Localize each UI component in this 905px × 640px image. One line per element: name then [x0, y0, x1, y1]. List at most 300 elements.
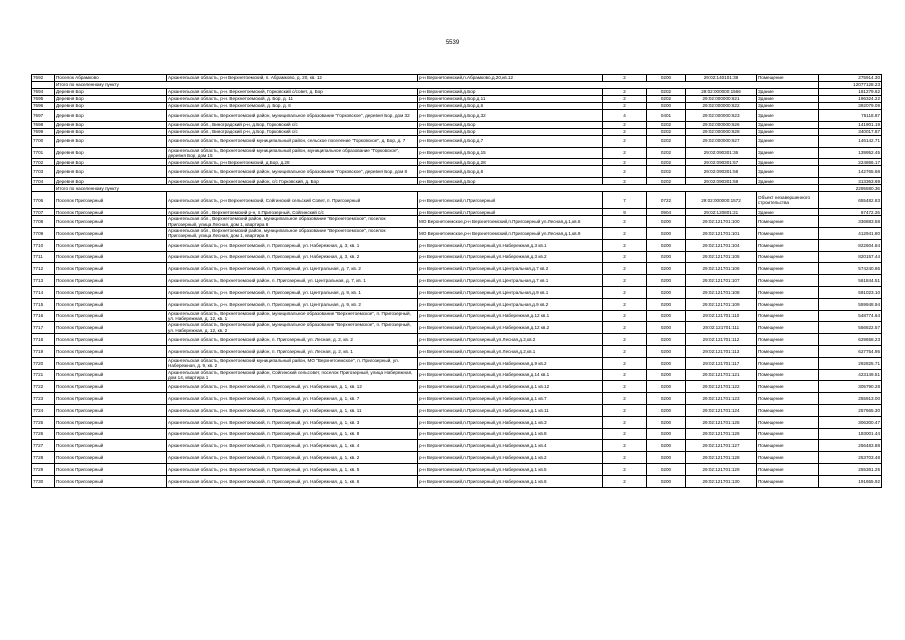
cadastral-number: 29:02:121701:122	[686, 381, 757, 393]
cadastral-number: 29:02:121701:124	[686, 405, 757, 417]
object-type: Здание	[757, 89, 819, 96]
settlement-name: Поселок Пригозерный	[55, 239, 167, 251]
purpose-code: 0202	[647, 96, 686, 103]
cadastral-number: 29:02:121701:117	[686, 357, 757, 369]
object-address: Архангельская обл., Виноградский р-н, д.Бор, Горковский с/с	[167, 121, 418, 128]
purpose-code: 0200	[647, 428, 686, 440]
row-number: 7729	[32, 464, 55, 476]
row-number: 7708	[32, 216, 55, 228]
settlement-name: Поселок Пригозерный	[55, 322, 167, 334]
object-address: Архангельская обл., Верхнетоемский район, муниципальное образование "Верхнетоемское", поселок Пригозерный, улица Лесная, дом 1, квартира 6	[167, 216, 418, 228]
table-row	[32, 310, 882, 322]
settlement-name: Поселок Пригозерный	[55, 263, 167, 275]
row-number: 7728	[32, 452, 55, 464]
object-location: р-н Верхнетоемский,п.Абрамково,д.20,кв.12	[418, 75, 603, 82]
cadastral-value: 196324.22	[819, 96, 882, 103]
object-type: Помещение	[757, 464, 819, 476]
group-code: 2	[603, 135, 647, 147]
purpose-code: 0200	[647, 251, 686, 263]
group-code: 2	[603, 475, 647, 487]
object-type: Помещение	[757, 357, 819, 369]
purpose-code: 0200	[647, 216, 686, 228]
cadastral-number: 29:02:000000:628	[686, 128, 757, 135]
cadastral-number: 29:02:121701:105	[686, 251, 757, 263]
object-type: Помещение	[757, 475, 819, 487]
cadastral-number: 29:02:121701:126	[686, 428, 757, 440]
purpose-code: 0200	[647, 452, 686, 464]
group-code: 2	[603, 251, 647, 263]
row-number: 7727	[32, 440, 55, 452]
purpose-code: 0200	[647, 263, 686, 275]
settlement-name: Деревня Бор	[55, 128, 167, 135]
object-type: Помещение	[757, 381, 819, 393]
object-location: р-н Верхнетоемский,п.Пригозерный,ул.Набережная,д.1 кв.6	[418, 475, 603, 487]
purpose-code: 0200	[647, 357, 686, 369]
purpose-code: 0200	[647, 440, 686, 452]
row-number: 7726	[32, 428, 55, 440]
table-row	[32, 287, 882, 299]
object-location: р-н Верхнетоемский,п.Пригозерный,ул.Лесная,д.2,кв.1	[418, 346, 603, 358]
group-code: 2	[603, 452, 647, 464]
table-row	[32, 440, 882, 452]
object-address: Архангельская обл., Верхнетоемский р-н, п.Пригозерный, Сойгинский с/с	[167, 209, 418, 216]
object-location: р-н Верхнетоемский,п.Пригозерный,ул.Набережная,д.1 кв.7	[418, 393, 603, 405]
table-row	[32, 135, 882, 147]
cadastral-number: 29:02:121701:129	[686, 464, 757, 476]
settlement-name: Поселок Пригозерный	[55, 251, 167, 263]
page-number: 5539	[445, 40, 460, 46]
group-code: 2	[603, 369, 647, 381]
object-type: Помещение	[757, 228, 819, 240]
purpose-code: 0200	[647, 405, 686, 417]
settlement-name: Деревня Бор	[55, 121, 167, 128]
settlement-name: Поселок Пригозерный	[55, 298, 167, 310]
purpose-code: 0200	[647, 334, 686, 346]
row-number: 7702	[32, 159, 55, 166]
table-row	[32, 346, 882, 358]
settlement-name: Поселок Пригозерный	[55, 440, 167, 452]
object-address: Архангельская область, р-н. Верхнетоемский, п. Пригозерный, ул. Набережная, д. 1, кв. 3	[167, 416, 418, 428]
object-type: Помещение	[757, 310, 819, 322]
cadastral-number: 29:02:000000:627	[686, 135, 757, 147]
table-row	[32, 103, 882, 110]
settlement-name: Деревня Бор	[55, 166, 167, 178]
table-row	[32, 322, 882, 334]
cadastral-value: 255913.00	[819, 393, 882, 405]
object-type: Помещение	[757, 239, 819, 251]
row-number: 7730	[32, 475, 55, 487]
table-row	[32, 275, 882, 287]
object-type: Помещение	[757, 322, 819, 334]
cadastral-value: 627754.95	[819, 346, 882, 358]
table-row	[32, 110, 882, 122]
row-number: 7713	[32, 275, 55, 287]
object-type: Помещение	[757, 287, 819, 299]
object-type: Помещение	[757, 334, 819, 346]
settlement-name: Поселок Пригозерный	[55, 475, 167, 487]
object-type: Помещение	[757, 393, 819, 405]
group-code: 2	[603, 216, 647, 228]
settlement-name: Поселок Пригозерный	[55, 381, 167, 393]
purpose-code: 0202	[647, 166, 686, 178]
cadastral-value: 306300.47	[819, 416, 882, 428]
table-row	[32, 428, 882, 440]
table-row	[32, 178, 882, 185]
subtotal-label: Итого по населенному пункту	[55, 82, 819, 89]
object-address: Архангельская область, р-н. Верхнетоемский, п. Пригозерный, ул. Набережная, д. 3, кв. 1	[167, 239, 418, 251]
purpose-code: 0202	[647, 178, 686, 185]
cadastral-number: 29:02:121701:130	[686, 475, 757, 487]
object-location: р-н Верхнетоемский,п.Пригозерный,ул.Набережная,д.1 кв.2	[418, 452, 603, 464]
group-code: 2	[603, 393, 647, 405]
object-address: Архангельская область, Верхнетоемский район, муниципальное образование "Горковское", деревня Бор, дом 8	[167, 166, 418, 178]
row-number: 7710	[32, 239, 55, 251]
group-code: 2	[603, 103, 647, 110]
settlement-name: Поселок Пригозерный	[55, 209, 167, 216]
row-number: 7701	[32, 147, 55, 159]
purpose-code: 0202	[647, 159, 686, 166]
purpose-code: 0200	[647, 346, 686, 358]
object-address: Архангельская область, р-н. Верхнетоемский, п. Пригозерный, ул. Набережная, д. 1, кв. 11	[167, 405, 418, 417]
cadastral-number: 29:02:121701:100	[686, 216, 757, 228]
object-address: Архангельская область, Верхнетоемский муниципальный район, муниципальное образование "Горковское", деревня Бор, дом 15	[167, 147, 418, 159]
purpose-code: 0200	[647, 75, 686, 82]
object-location: р-н Верхнетоемский,п.Пригозерный,ул.Центральная,д.9 кв.2	[418, 298, 603, 310]
registry-body	[32, 75, 882, 488]
table-row	[32, 216, 882, 228]
group-code: 2	[603, 310, 647, 322]
subtotal-row	[32, 82, 882, 89]
table-row	[32, 228, 882, 240]
cadastral-value: 591023.10	[819, 287, 882, 299]
cadastral-value: 181279.62	[819, 89, 882, 96]
group-code: 2	[603, 166, 647, 178]
cadastral-value: 574240.86	[819, 263, 882, 275]
settlement-name: Поселок Пригозерный	[55, 334, 167, 346]
group-code: 2	[603, 147, 647, 159]
object-address: Архангельская область, р-н. Верхнетоемский, п. Пригозерный, ул. Набережная, д. 1, кв. 6	[167, 475, 418, 487]
cadastral-number: 29:02:121701:125	[686, 416, 757, 428]
object-address: Архангельская обл., Виноградский р-н, д.Бор, Горковский с/с	[167, 128, 418, 135]
object-location: р-н Верхнетоемский,п.Пригозерный,ул.Набережная,д.3 кв.2	[418, 251, 603, 263]
row-number: 7704	[32, 178, 55, 185]
group-code: 2	[603, 416, 647, 428]
row-number: 7696	[32, 103, 55, 110]
object-address: Архангельская обл., Верхнетоемский район, муниципальное образование "Верхнетоемское", поселок Пригозерный, улица Лесная, дом 1, квартира 9	[167, 228, 418, 240]
object-location: р-н Верхнетоемский,п.Пригозерный	[418, 209, 603, 216]
cadastral-value: 141901.19	[819, 121, 882, 128]
object-type: Помещение	[757, 251, 819, 263]
cadastral-value: 191655.92	[819, 475, 882, 487]
object-location: р-н Верхнетоемский,п.Пригозерный,ул.Набережная,д.1 кв.12	[418, 381, 603, 393]
table-row	[32, 357, 882, 369]
cadastral-number: 29:02:121701:101	[686, 228, 757, 240]
cadastral-value: 256483.88	[819, 440, 882, 452]
row-number: 7712	[32, 263, 55, 275]
cadastral-number: 29:02:121701:109	[686, 298, 757, 310]
table-row	[32, 405, 882, 417]
group-code: 7	[603, 192, 647, 209]
object-location: р-н Верхнетоемский,п.Пригозерный,ул.Набережная,д.1 кв.8	[418, 428, 603, 440]
purpose-code: 0200	[647, 239, 686, 251]
settlement-name: Деревня Бор	[55, 147, 167, 159]
cadastral-value: 292825.71	[819, 357, 882, 369]
row-number: 7720	[32, 357, 55, 369]
object-location: р-н Верхнетоемский,д.Бор,д.32	[418, 110, 603, 122]
cadastral-value: 340017.87	[819, 128, 882, 135]
object-address: Архангельская область, Верхнетоемский район, с/с Горковский, д. Бор	[167, 178, 418, 185]
object-address: Архангельская область, р-н. Верхнетоемский, п. Пригозерный, ул. Набережная, д. 1, кв. 12	[167, 381, 418, 393]
object-type: Помещение	[757, 440, 819, 452]
object-type: Здание	[757, 166, 819, 178]
cadastral-value: 275914.30	[819, 75, 882, 82]
cadastral-number: 29:02:090301:59	[686, 178, 757, 185]
table-row	[32, 334, 882, 346]
group-code: 2	[603, 275, 647, 287]
row-number: 7707	[32, 209, 55, 216]
cadastral-number: 29:02:121701:110	[686, 310, 757, 322]
object-type: Помещение	[757, 369, 819, 381]
group-code: 9	[603, 209, 647, 216]
purpose-code: 0722	[647, 192, 686, 209]
cadastral-number: 29:02:121701:128	[686, 452, 757, 464]
purpose-code: 0200	[647, 275, 686, 287]
row-number: 7703	[32, 166, 55, 178]
object-type: Здание	[757, 178, 819, 185]
object-location: р-н Верхнетоемский,д.Бор,д.8	[418, 166, 603, 178]
table-row	[32, 369, 882, 381]
object-location: р-н Верхнетоемский,д.Бор	[418, 89, 603, 96]
row-number: 7718	[32, 334, 55, 346]
purpose-code: 0202	[647, 147, 686, 159]
group-code: 2	[603, 440, 647, 452]
object-address: Архангельская область, р-н. Верхнетоемский, Горковский с/совет, д. Бор	[167, 89, 418, 96]
object-type: Объект незавершенного строительства	[757, 192, 819, 209]
object-type: Помещение	[757, 346, 819, 358]
group-code: 2	[603, 298, 647, 310]
row-number: 7716	[32, 310, 55, 322]
cadastral-number: 29:02:090301:57	[686, 159, 757, 166]
row-number: 7723	[32, 393, 55, 405]
cadastral-value: 75118.87	[819, 110, 882, 122]
object-type: Здание	[757, 147, 819, 159]
settlement-name: Деревня Бор	[55, 178, 167, 185]
purpose-code: 0200	[647, 464, 686, 476]
subtotal-value: 2295580.36	[819, 185, 882, 192]
purpose-code: 0200	[647, 228, 686, 240]
settlement-name: Поселок Пригозерный	[55, 275, 167, 287]
object-type: Помещение	[757, 275, 819, 287]
object-address: Архангельская область, Верхнетоемский район, п. Пригозерный, ул. Центральная, д. 7, кв. 1	[167, 275, 418, 287]
subtotal-value: 12077128.23	[819, 82, 882, 89]
cadastral-number: 29:02:000000:1566	[686, 89, 757, 96]
row-number: 7721	[32, 369, 55, 381]
table-row	[32, 209, 882, 216]
object-address: Архангельская область, Верхнетоемский муниципальный район, сельское поселение "Горковское", д. Бор, д. 7	[167, 135, 418, 147]
object-type: Здание	[757, 209, 819, 216]
object-address: Архангельская область, р-н. Верхнетоемский, п. Пригозерный, ул. Центральная, д. 7, кв. 2	[167, 263, 418, 275]
property-registry-table	[31, 74, 882, 488]
cadastral-number: 29:02:121701:113	[686, 346, 757, 358]
purpose-code: 0200	[647, 103, 686, 110]
cadastral-number: 29:02:090301:36	[686, 147, 757, 159]
group-code: 2	[603, 239, 647, 251]
subtotal-spacer	[32, 82, 55, 89]
settlement-name: Поселок Пригозерный	[55, 393, 167, 405]
group-code: 2	[603, 381, 647, 393]
table-row	[32, 464, 882, 476]
object-location: р-н Верхнетоемский,д.Бор,д.15	[418, 147, 603, 159]
table-row	[32, 166, 882, 178]
table-row	[32, 263, 882, 275]
table-row	[32, 239, 882, 251]
object-address: Архангельская область, р-н Верхнетоемский, п. Абрамково, д. 20, кв. 12	[167, 75, 418, 82]
purpose-code: 0200	[647, 381, 686, 393]
subtotal-row	[32, 185, 882, 192]
purpose-code: 0200	[647, 322, 686, 334]
group-code: 2	[603, 287, 647, 299]
cadastral-number: 29:02:000000:1572	[686, 192, 757, 209]
object-location: р-н Верхнетоемский,д.Бор	[418, 178, 603, 185]
row-number: 7698	[32, 121, 55, 128]
purpose-code: 0202	[647, 121, 686, 128]
settlement-name: Поселок Пригозерный	[55, 287, 167, 299]
group-code: 2	[603, 121, 647, 128]
group-code: 2	[603, 357, 647, 369]
cadastral-value: 193001.44	[819, 428, 882, 440]
row-number: 7697	[32, 110, 55, 122]
table-row	[32, 159, 882, 166]
object-address: Архангельская область, р-н. Верхнетоемский, п. Пригозерный, ул. Набережная, д. 1, кв. 4	[167, 440, 418, 452]
object-location: р-н Верхнетоемский,д.Бор,д.11	[418, 96, 603, 103]
object-location: р-н Верхнетоемский,п.Пригозерный,ул.Лесная,д.2,кв.2	[418, 334, 603, 346]
object-type: Помещение	[757, 263, 819, 275]
object-location: р-н Верхнетоемский,п.Пригозерный,ул.Центральная,д.9 кв.1	[418, 287, 603, 299]
object-location: р-н Верхнетоемский,п.Пригозерный,ул.Набережная,д.9 кв.2	[418, 357, 603, 369]
object-location: р-н Верхнетоемский,п.Пригозерный,ул.Набережная,д.3 кв.1	[418, 239, 603, 251]
settlement-name: Поселок Пригозерный	[55, 216, 167, 228]
row-number: 7725	[32, 416, 55, 428]
cadastral-number: 29:02:000000:622	[686, 103, 757, 110]
object-type: Помещение	[757, 428, 819, 440]
table-row	[32, 96, 882, 103]
settlement-name: Поселок Абрамково	[55, 75, 167, 82]
object-location: р-н Верхнетоемский,д.Бор,д.6	[418, 103, 603, 110]
row-number: 7714	[32, 287, 55, 299]
table-row	[32, 147, 882, 159]
group-code: 2	[603, 178, 647, 185]
subtotal-label: Итого по населенному пункту	[55, 185, 819, 192]
object-type: Помещение	[757, 216, 819, 228]
group-code: 2	[603, 159, 647, 166]
table-row	[32, 251, 882, 263]
object-location: р-н Верхнетоемский,п.Пригозерный,ул.Набережная,д.1 кв.11	[418, 405, 603, 417]
table-row	[32, 416, 882, 428]
object-location: р-н Верхнетоемский,п.Пригозерный,ул.Набережная,д.1 кв.4	[418, 440, 603, 452]
object-address: Архангельская область, р-н. Верхнетоемский, п. Пригозерный, ул. Центральная, д. 9, кв. 2	[167, 298, 418, 310]
purpose-code: 0200	[647, 393, 686, 405]
purpose-code: 0202	[647, 89, 686, 96]
object-location: МО Верхнетоемское,р-н Верхнетоемский,п.Пригозерный ул.Лесная,д.1,кв.9	[418, 228, 603, 240]
settlement-name: Деревня Бор	[55, 159, 167, 166]
cadastral-value: 146142.71	[819, 135, 882, 147]
cadastral-number: 29:02:000000:623	[686, 110, 757, 122]
group-code: 2	[603, 75, 647, 82]
object-location: р-н Верхнетоемский,д.Бор	[418, 128, 603, 135]
settlement-name: Поселок Пригозерный	[55, 369, 167, 381]
cadastral-value: 139952.45	[819, 147, 882, 159]
purpose-code: 0200	[647, 287, 686, 299]
row-number: 7724	[32, 405, 55, 417]
object-address: Архангельская область, р-н. Верхнетоемский, д. Бор, д. 6	[167, 103, 418, 110]
cadastral-value: 556622.57	[819, 322, 882, 334]
settlement-name: Поселок Пригозерный	[55, 228, 167, 240]
cadastral-number: 29:02:121701:121	[686, 369, 757, 381]
settlement-name: Поселок Пригозерный	[55, 346, 167, 358]
cadastral-value: 336883.58	[819, 216, 882, 228]
cadastral-value: 412941.80	[819, 228, 882, 240]
object-address: Архангельская область, Верхнетоемский район, муниципальное образование "Горковское", деревня Бор, дом 32	[167, 110, 418, 122]
object-address: Архангельская область, Верхнетоемский район, муниципальное образование "Верхнетоемское", п. Пригозерный, ул. Набережная, д. 12, кв. 2	[167, 322, 418, 334]
table-row	[32, 121, 882, 128]
cadastral-number: 29:02:121701:108	[686, 287, 757, 299]
cadastral-number: 29:02:000000:626	[686, 121, 757, 128]
table-row	[32, 192, 882, 209]
row-number: 7711	[32, 251, 55, 263]
cadastral-number: 29:02:121701:123	[686, 393, 757, 405]
object-address: Архангельская область, р-н. Верхнетоемский, д. Бор, д. 11	[167, 96, 418, 103]
row-number: 7706	[32, 192, 55, 209]
object-location: МО Верхнетоемское,р-н Верхнетоемский,п.Пригозерный ул.Лесная,д.1,кв.6	[418, 216, 603, 228]
purpose-code: 0401	[647, 110, 686, 122]
group-code: 2	[603, 322, 647, 334]
object-location: р-н Верхнетоемский,п.Пригозерный,ул.Центральная,д.7 кв.1	[418, 275, 603, 287]
table-row	[32, 128, 882, 135]
settlement-name: Поселок Пригозерный	[55, 428, 167, 440]
group-code: 4	[603, 110, 647, 122]
table-row	[32, 89, 882, 96]
object-address: Архангельская область, р-н. Верхнетоемский, п. Пригозерный, ул. Набережная, д. 1, кв. 7	[167, 393, 418, 405]
row-number: 7692	[32, 75, 55, 82]
group-code: 2	[603, 128, 647, 135]
object-type: Помещение	[757, 405, 819, 417]
object-location: р-н Верхнетоемский,п.Пригозерный,ул.Набережная,д.12 кв.1	[418, 310, 603, 322]
settlement-name: Поселок Пригозерный	[55, 405, 167, 417]
object-address: Архангельская область, р-н. Верхнетоемский, п. Пригозерный, ул. Набережная, д. 1, кв. 2	[167, 452, 418, 464]
object-address: Архангельская область, р-н. Верхнетоемский, п. Пригозерный, ул. Набережная, д. 1, кв. 5	[167, 464, 418, 476]
settlement-name: Поселок Пригозерный	[55, 357, 167, 369]
cadastral-number: 29:02:140101:39	[686, 75, 757, 82]
purpose-code: 0202	[647, 135, 686, 147]
object-location: р-н Верхнетоемский,д.Бор,д.7	[418, 135, 603, 147]
group-code: 2	[603, 346, 647, 358]
settlement-name: Поселок Пригозерный	[55, 452, 167, 464]
cadastral-value: 224866.17	[819, 159, 882, 166]
object-type: Здание	[757, 103, 819, 110]
object-address: Архангельская область, р-н Верхнетоемский, Сойгинский сельский Совет, п. Пригозерный	[167, 192, 418, 209]
object-address: Архангельская область, Верхнетоемский муниципальный район, МО "Верхнетоемское", п. Пригозерный, ул. Набережная, д. 9, кв. 2	[167, 357, 418, 369]
row-number: 7700	[32, 135, 55, 147]
cadastral-number: 29:02:121701:111	[686, 322, 757, 334]
cadastral-value: 257665.30	[819, 405, 882, 417]
settlement-name: Поселок Пригозерный	[55, 310, 167, 322]
cadastral-value: 305790.28	[819, 381, 882, 393]
purpose-code: 0904	[647, 209, 686, 216]
object-address: Архангельская область, р-н. Верхнетоемский, п. Пригозерный, ул. Набережная, д. 3, кв. 2	[167, 251, 418, 263]
object-location: р-н Верхнетоемский,п.Пригозерный,ул.Набережная,д.12 кв.2	[418, 322, 603, 334]
object-type: Здание	[757, 159, 819, 166]
purpose-code: 0200	[647, 475, 686, 487]
